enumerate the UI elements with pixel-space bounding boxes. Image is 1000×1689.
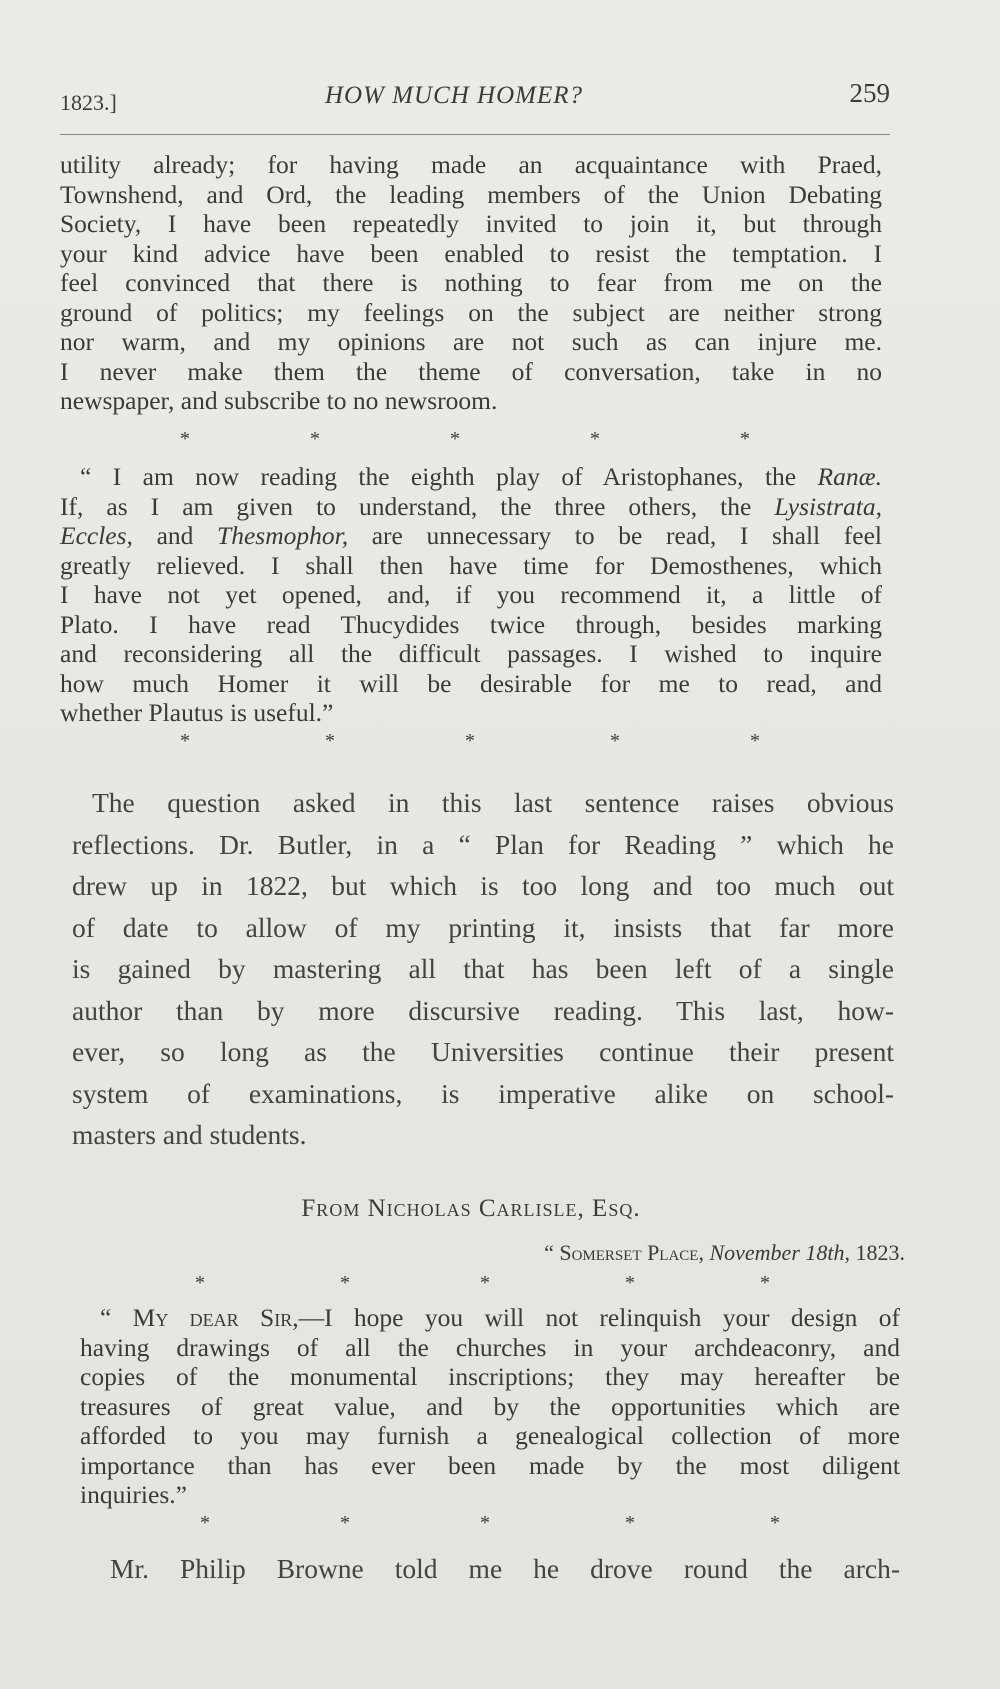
star-mark: * (625, 1272, 635, 1294)
paragraph-line: Plato. I have read Thucydides twice through, besides marking (60, 609, 882, 639)
paragraph-line: having drawings of all the churches in your archdeaconry, and (80, 1332, 900, 1362)
paragraph-3 (72, 782, 894, 1156)
star-mark: * (590, 428, 600, 450)
section-stars (60, 428, 882, 450)
star-mark: * (480, 1272, 490, 1294)
italic-title: Eccles, (60, 521, 133, 550)
paragraph-line: I never make them the theme of conversation, take in no (60, 356, 882, 386)
paragraph-line: drew up in 1822, but which is too long and too much out (72, 870, 894, 901)
paragraph-line: ever, so long as the Universities continue their present (72, 1036, 894, 1067)
paragraph-line (80, 1303, 900, 1333)
star-mark: * (740, 428, 750, 450)
italic-title: Ranæ. (817, 462, 882, 491)
paragraph-1 (60, 150, 882, 416)
star-mark: * (200, 1512, 210, 1534)
paragraph-line: nor warm, and my opinions are not such as can injure me. (60, 327, 882, 356)
paragraph-line (60, 492, 882, 522)
paragraph-line: author than by more discursive reading. This last, how- (72, 994, 894, 1026)
paragraph-line: utility already; for having made an acquaintance with Praed, (60, 150, 882, 179)
paragraph-line: of date to allow of my printing it, insists that far more (72, 911, 894, 943)
star-mark: * (325, 730, 335, 752)
paragraph-line (60, 462, 882, 492)
star-mark: * (310, 428, 320, 450)
paragraph-line: masters and students. (72, 1119, 307, 1150)
dateline-place: “ Somerset Place, (544, 1240, 704, 1265)
paragraph-line: feel convinced that there is nothing to fear from me on the (60, 268, 882, 297)
letter-dateline (544, 1240, 905, 1266)
paragraph-line: how much Homer it will be desirable for me to read, and (60, 668, 882, 698)
running-head (60, 78, 890, 118)
paragraph-line: greatly relieved. I shall then have time for Demosthenes, which (60, 550, 882, 580)
star-mark: * (610, 730, 620, 752)
star-mark: * (340, 1512, 350, 1534)
paragraph-line: your kind advice have been enabled to resist the temptation. I (60, 238, 882, 268)
paragraph-line: importance than has ever been made by the most diligent (80, 1450, 900, 1480)
text-run: are unnecessary to be read, I shall feel (348, 521, 882, 550)
star-mark: * (625, 1512, 635, 1534)
section-stars (60, 730, 882, 752)
paragraph-2 (60, 462, 882, 728)
paragraph-line: I have not yet opened, and, if you recommend it, a little of (60, 580, 882, 609)
star-mark: * (180, 730, 190, 752)
paragraph-line: system of examinations, is imperative alike on school- (72, 1077, 894, 1109)
paragraph-line: newspaper, and subscribe to no newsroom. (60, 386, 498, 415)
paragraph-line: afforded to you may furnish a genealogical collection of more (80, 1421, 900, 1450)
text-run: If, as I am given to understand, the three others, the (60, 491, 775, 521)
star-mark: * (450, 428, 460, 450)
running-head-title: HOW MUCH HOMER? (325, 82, 584, 109)
paragraph-line: reflections. Dr. Butler, in a “ Plan for Reading ” which he (72, 828, 894, 860)
paragraph-line: copies of the monumental inscriptions; they may hereafter be (80, 1362, 900, 1391)
text-run: “ I am now reading the eighth play of Aristophanes, the (80, 462, 818, 491)
salutation: “ My dear Sir, (100, 1303, 299, 1332)
paragraph-line (60, 521, 882, 551)
paragraph-line: The question asked in this last sentence raises obvious (92, 787, 894, 818)
italic-title: Lysistrata, (774, 491, 882, 521)
section-stars (60, 1512, 882, 1534)
header-rule (60, 134, 890, 135)
paragraph-4 (80, 1303, 900, 1510)
paragraph-line: Society, I have been repeatedly invited to join it, but through (60, 209, 882, 238)
paragraph-line: Mr. Philip Browne told me he drove round the arch- (110, 1553, 900, 1584)
paragraph-line: Townshend, and Ord, the leading members of the Union Debating (60, 179, 882, 209)
star-mark: * (195, 1272, 205, 1294)
dateline-date: November 18th, (709, 1240, 850, 1265)
paragraph-line: and reconsidering all the difficult passages. I wished to inquire (60, 639, 882, 668)
paragraph-line: inquiries.” (80, 1480, 187, 1509)
text-run: —I hope you will not relinquish your design of (298, 1303, 900, 1332)
paragraph-line: treasures of great value, and by the opportunities which are (80, 1391, 900, 1421)
page-number: 259 (849, 78, 890, 108)
star-mark: * (340, 1272, 350, 1294)
star-mark: * (465, 730, 475, 752)
star-mark: * (770, 1512, 780, 1534)
italic-title: Thesmophor, (217, 521, 349, 550)
text-run: and (132, 521, 218, 550)
star-mark: * (180, 428, 190, 450)
letter-heading: From Nicholas Carlisle, Esq. (301, 1195, 641, 1222)
star-mark: * (750, 730, 760, 752)
dateline-year: 1823. (855, 1240, 905, 1265)
star-mark: * (760, 1272, 770, 1294)
section-stars (60, 1272, 882, 1294)
running-head-year: 1823.] (60, 90, 117, 115)
paragraph-line: ground of politics; my feelings on the subject are neither strong (60, 297, 882, 327)
paragraph-5 (110, 1548, 900, 1590)
paragraph-line: whether Plautus is useful.” (60, 698, 334, 727)
star-mark: * (480, 1512, 490, 1534)
paragraph-line: is gained by mastering all that has been left of a single (72, 953, 894, 984)
